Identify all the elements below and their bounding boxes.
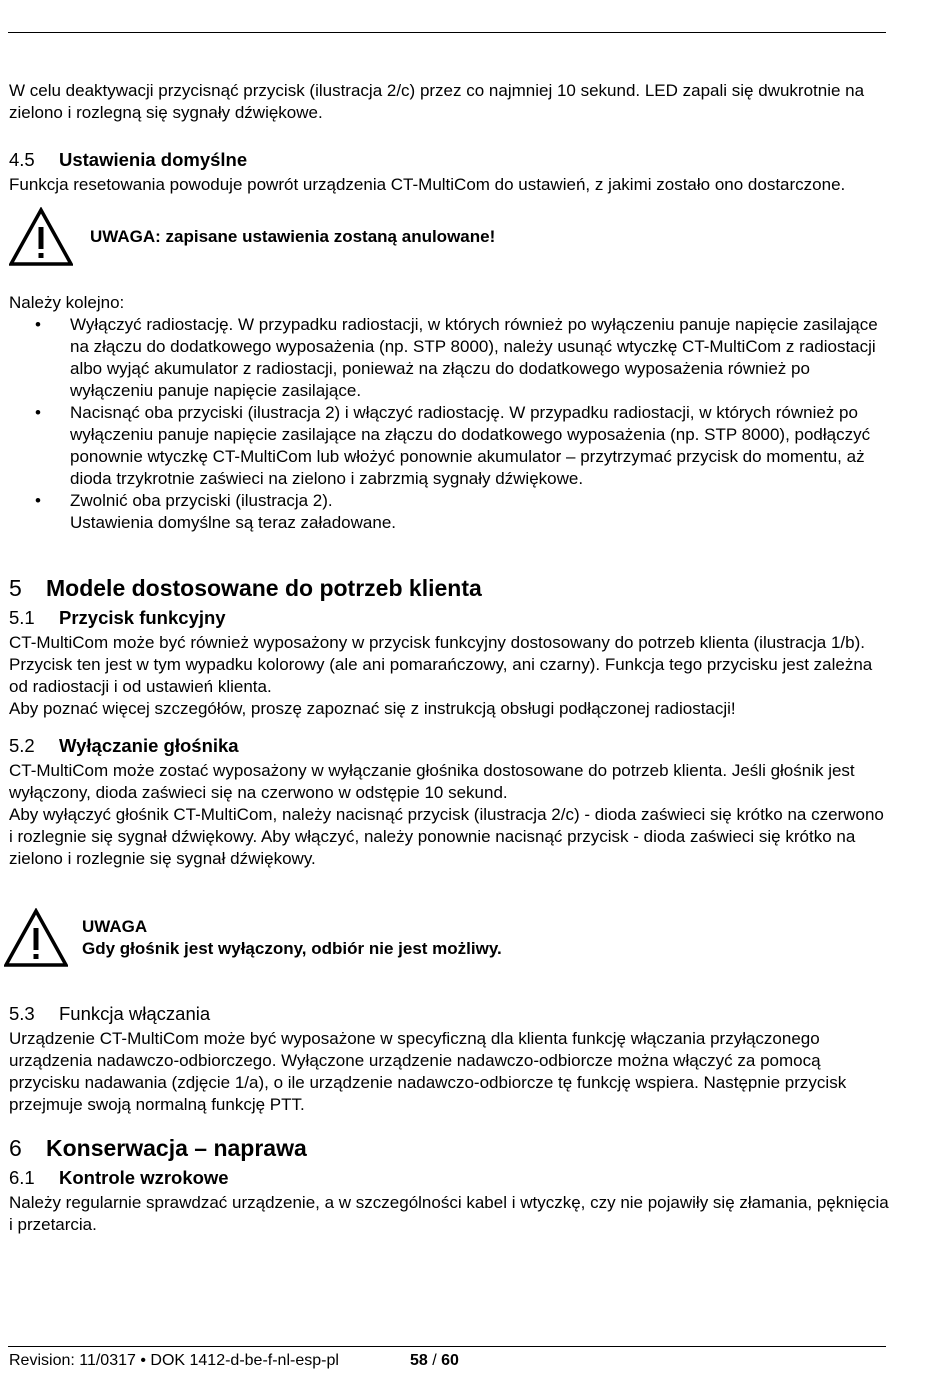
section-number: 4.5 [9, 149, 35, 170]
footer-revision: Revision: 11/0317 • DOK 1412-d-be-f-nl-esp-pl [9, 1352, 339, 1369]
section-title: Wyłączanie głośnika [59, 735, 239, 756]
header-rule [8, 32, 886, 33]
section-6-heading [9, 1132, 889, 1164]
section-6-1-heading [9, 1164, 889, 1192]
section-title: Kontrole wzrokowe [59, 1167, 229, 1188]
warning-text-block [82, 916, 502, 960]
section-title: Przycisk funkcyjny [59, 607, 226, 628]
section-number: 5.2 [9, 735, 35, 756]
warning-triangle-icon [9, 207, 73, 267]
list-item [9, 402, 889, 490]
section-number: 5.3 [9, 1003, 35, 1024]
section-number: 6.1 [9, 1167, 35, 1188]
warning-box [4, 906, 889, 970]
section-6-1-text: Należy regularnie sprawdzać urządzenie, a w szczególności kabel i wtyczkę, czy nie pojawiły się złamania, pęknięcia i przetarcia. [9, 1193, 889, 1234]
warning-triangle-icon [4, 908, 68, 968]
page-content [9, 80, 889, 1236]
list-item [9, 490, 889, 512]
section-5-1-note: Aby poznać więcej szczegółów, proszę zapoznać się z instrukcją obsługi podłączonej radiostacji! [9, 699, 736, 718]
page-number [410, 1350, 459, 1372]
list-item-text: Zwolnić oba przyciski (ilustracja 2). [70, 491, 333, 510]
section-4-5-text: Funkcja resetowania powoduje powrót urządzenia CT-MultiCom do ustawień, z jakimi zostało ono dostarczone. [9, 175, 846, 194]
footer-rule [8, 1346, 886, 1347]
section-4-5-heading [9, 146, 889, 174]
footer [9, 1350, 459, 1372]
warning-text: Gdy głośnik jest wyłączony, odbiór nie jest możliwy. [82, 939, 502, 958]
section-number: 5.1 [9, 607, 35, 628]
section-title: Funkcja włączania [59, 1003, 211, 1024]
section-5-heading [9, 572, 889, 604]
section-5-1-heading [9, 604, 889, 632]
section-title: Ustawienia domyślne [59, 149, 248, 170]
page-separator: / [427, 1352, 442, 1369]
bullet: • [35, 403, 41, 422]
section-number: 6 [9, 1135, 22, 1161]
section-5-2-text: CT-MultiCom może zostać wyposażony w wyłączanie głośnika dostosowane do potrzeb klienta. Jeśli głośnik jest wyłączony, dioda zaświeci się na czerwono w odstępie 10 sekund. [9, 761, 855, 802]
section-5-2-heading [9, 732, 889, 760]
section-5-3-heading [9, 1000, 889, 1028]
section-title: Konserwacja – naprawa [46, 1135, 307, 1161]
steps-result: Ustawienia domyślne są teraz załadowane. [70, 513, 397, 532]
section-5-2-instructions: Aby wyłączyć głośnik CT-MultiCom, należy nacisnąć przycisk (ilustracja 2/c) - dioda zaświeci się krótko na czerwono i rozlegnie się sygnał dźwiękowy. Aby włączyć, należy ponownie nacisnąć przycisk - dioda zaświeci się krótko na zielono i rozlegnie się sygnał dźwiękowy. [9, 805, 884, 868]
warning-text: UWAGA: zapisane ustawienia zostaną anulowane! [90, 227, 496, 246]
steps-intro: Należy kolejno: [9, 293, 125, 312]
page-current: 58 [410, 1352, 428, 1369]
bullet: • [35, 491, 41, 510]
steps-list [9, 314, 889, 512]
section-title: Modele dostosowane do potrzeb klienta [46, 575, 482, 601]
bullet: • [35, 315, 41, 334]
warning-box [9, 204, 889, 270]
page-total: 60 [441, 1352, 459, 1369]
list-item [9, 314, 889, 402]
section-number: 5 [9, 575, 22, 601]
section-5-3-text: Urządzenie CT-MultiCom może być wyposażone w specyficzną dla klienta funkcję włączania przyłączonego urządzenia nadawczo-odbiorczego. Wyłączone urządzenie nadawczo-odbiorcze można włączyć za pomocą przycisku nadawania (zdjęcie 1/a), o ile urządzenie nadawczo-odbiorcze tę funkcję wspiera. Następnie przycisk przejmuje swoją normalną funkcję PTT. [9, 1029, 847, 1114]
intro-paragraph: W celu deaktywacji przycisnąć przycisk (ilustracja 2/c) przez co najmniej 10 sekund. LED zapali się dwukrotnie na zielono i rozlegną się sygnały dźwiękowe. [9, 81, 865, 122]
warning-title: UWAGA [82, 917, 148, 936]
section-5-1-text: CT-MultiCom może być również wyposażony w przycisk funkcyjny dostosowany do potrzeb klienta (ilustracja 1/b). Przycisk ten jest w tym wypadku kolorowy (ale ani pomarańczowy, ani czarny). Funkcja tego przycisku jest zależna od radiostacji i od ustawień klienta. [9, 633, 873, 696]
list-item-text: Nacisnąć oba przyciski (ilustracja 2) i włączyć radiostację. W przypadku radiostacji, w których również po wyłączeniu panuje napięcie zasilające na złączu do dodatkowego wyposażenia (np. STP 8000), podłączyć ponownie wtyczkę CT-MultiCom lub włożyć ponownie akumulator – przytrzymać przycisk do momentu, aż dioda trzykrotnie zaświeci na zielono i zabrzmią sygnały dźwiękowe. [70, 403, 871, 488]
list-item-text: Wyłączyć radiostację. W przypadku radiostacji, w których również po wyłączeniu panuje napięcie zasilające na złączu do dodatkowego wyposażenia (np. STP 8000), należy usunąć wtyczkę CT-MultiCom z radiostacji albo wyjąć akumulator z radiostacji, ponieważ na złączu do dodatkowego wyposażenia również po wyłączeniu panuje napięcie zasilające. [70, 315, 878, 400]
